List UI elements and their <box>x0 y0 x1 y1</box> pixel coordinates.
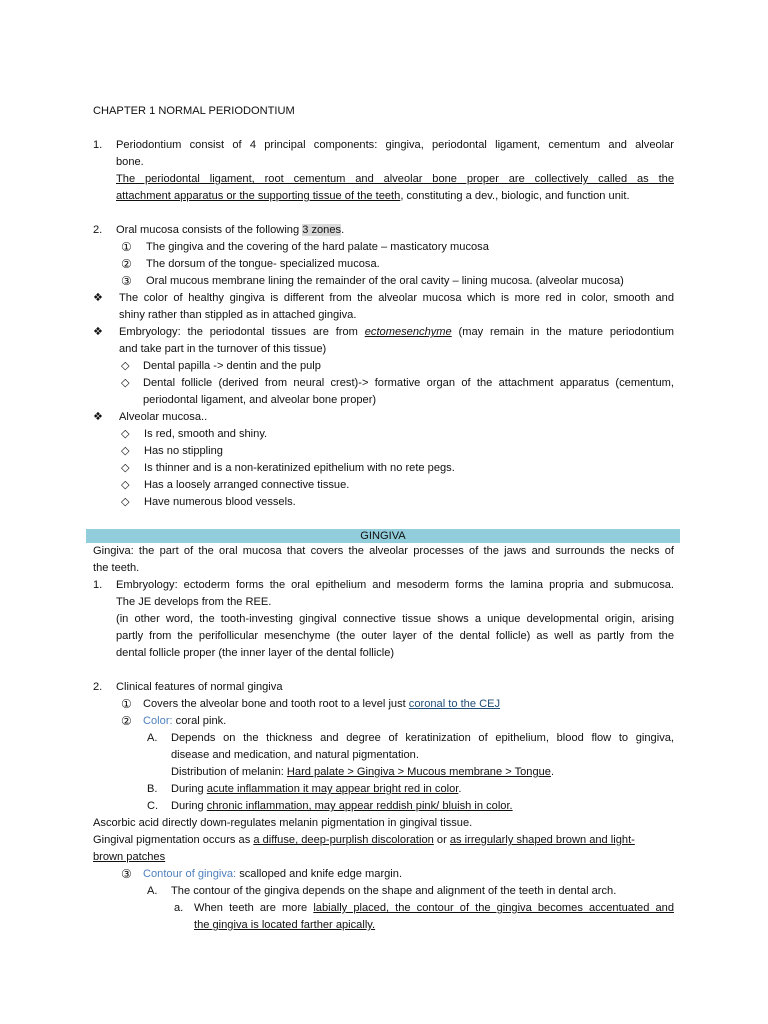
paragraph-line: (in other word, the tooth-investing gingival connective tissue shows a unique developmental origin, arising <box>116 613 674 625</box>
paragraph-line <box>119 324 674 341</box>
circled-number-2: ② <box>121 257 132 271</box>
text-span: or <box>433 834 450 846</box>
text-span: During <box>171 800 207 812</box>
circled-number-3: ③ <box>121 274 132 288</box>
paragraph-line: and take part in the turnover of this tissue) <box>119 343 327 355</box>
letter-marker: C. <box>147 800 159 812</box>
paragraph-line-underlined: The periodontal ligament, root cementum and alveolar bone proper are collectively called as the <box>116 173 674 185</box>
text-span: Oral mucosa consists of the following <box>116 224 303 236</box>
diamond-outline-icon: ◇ <box>121 360 130 372</box>
cej-link[interactable]: coronal to the CEJ <box>408 698 501 710</box>
letter-marker: A. <box>147 885 158 897</box>
text-span: coral pink. <box>172 715 227 727</box>
subsection-title: Clinical features of normal gingiva <box>116 681 283 693</box>
diamond-bullet-icon: ❖ <box>93 411 103 423</box>
paragraph-line <box>171 781 461 798</box>
text-span: Gingival pigmentation occurs as <box>93 834 254 846</box>
italic-term: ectomesenchyme <box>364 326 452 338</box>
paragraph-line-underlined: brown patches <box>93 851 166 863</box>
sub-list-item: Dental follicle (derived from neural crest)-> formative organ of the attachment apparatus (cementum, <box>143 377 674 389</box>
diamond-bullet-icon: ❖ <box>93 292 103 304</box>
text-span: (may remain in the mature periodontium <box>451 326 675 338</box>
sub-list-item: Dental papilla -> dentin and the pulp <box>143 360 321 372</box>
paragraph-line: Ascorbic acid directly down-regulates melanin pigmentation in gingival tissue. <box>93 817 473 829</box>
paragraph-line: Depends on the thickness and degree of keratinization of epithelium, blood flow to gingiva, <box>171 732 674 744</box>
underlined-text: chronic inflammation, may appear reddish pink/ bluish in color. <box>206 800 513 812</box>
paragraph-line: The JE develops from the REE. <box>116 596 272 608</box>
paragraph-line <box>93 832 635 849</box>
text-span: Distribution of melanin: <box>171 766 287 778</box>
paragraph-line: bone. <box>116 156 144 168</box>
text-span: When teeth are more <box>194 902 314 914</box>
paragraph-line: shiny rather than stippled as in attached gingiva. <box>119 309 357 321</box>
sub-list-item: Has no stippling <box>144 445 223 457</box>
text-span: scalloped and knife edge margin. <box>236 868 403 880</box>
paragraph-line <box>116 222 344 239</box>
paragraph-line: The color of healthy gingiva is different from the alveolar mucosa which is more red in color, smooth and <box>119 292 674 304</box>
text-span: . <box>341 224 345 236</box>
sub-list-item: Has a loosely arranged connective tissue. <box>144 479 350 491</box>
circled-number-3: ③ <box>121 867 132 881</box>
list-item: The gingiva and the covering of the hard palate – masticatory mucosa <box>146 241 489 253</box>
paragraph-line-underlined: the gingiva is located farther apically. <box>194 919 376 931</box>
paragraph-line: Periodontium consist of 4 principal components: gingiva, periodontal ligament, cementum and alveolar <box>116 139 674 151</box>
text-span: . <box>550 766 555 778</box>
diamond-outline-icon: ◇ <box>121 462 130 474</box>
underlined-text: a diffuse, deep-purplish discoloration <box>253 834 434 846</box>
highlighted-text: 3 zones <box>302 224 342 236</box>
paragraph-line: the teeth. <box>93 562 140 574</box>
underlined-text: as irregularly shaped brown and light- <box>449 834 635 846</box>
paragraph-line <box>171 798 513 815</box>
letter-marker: A. <box>147 732 158 744</box>
paragraph-line: Gingiva: the part of the oral mucosa that covers the alveolar processes of the jaws and surrounds the necks of <box>93 545 674 557</box>
color-heading: Color: <box>143 715 173 727</box>
diamond-outline-icon: ◇ <box>121 377 130 389</box>
paragraph-line: partly from the perifollicular mesenchyme (the outer layer of the dental follicle) as well as partly from the <box>116 630 674 642</box>
list-item: Oral mucous membrane lining the remainder of the oral cavity – lining mucosa. (alveolar mucosa) <box>146 275 624 287</box>
circled-number-2: ② <box>121 714 132 728</box>
bullet-title: Alveolar mucosa.. <box>119 411 208 423</box>
section-header-gingiva: GINGIVA <box>86 529 680 543</box>
list-item <box>143 713 226 730</box>
paragraph-line: disease and medication, and natural pigmentation. <box>171 749 419 761</box>
text-span: Covers the alveolar bone and tooth root to a level just <box>143 698 409 710</box>
paragraph-line <box>194 900 674 917</box>
text-span: Embryology: the periodontal tissues are from <box>119 326 365 338</box>
paragraph-line: The contour of the gingiva depends on the shape and alignment of the teeth in dental arch. <box>171 885 617 897</box>
text-span: During <box>171 783 207 795</box>
diamond-outline-icon: ◇ <box>121 445 130 457</box>
paragraph-line <box>171 764 554 781</box>
circled-number-1: ① <box>121 697 132 711</box>
diamond-outline-icon: ◇ <box>121 479 130 491</box>
underlined-text: acute inflammation it may appear bright red in color <box>206 783 459 795</box>
underlined-text: attachment apparatus or the supporting tissue of the teeth <box>116 190 401 202</box>
diamond-outline-icon: ◇ <box>121 496 130 508</box>
underlined-text: labially placed, the contour of the gingiva becomes accentuated and <box>313 902 674 914</box>
list-item <box>143 866 402 883</box>
item-number: 1. <box>93 139 103 151</box>
sub-list-item: Have numerous blood vessels. <box>144 496 296 508</box>
contour-heading: Contour of gingiva: <box>143 868 237 880</box>
sub-list-item: Is red, smooth and shiny. <box>144 428 268 440</box>
list-item: The dorsum of the tongue- specialized mucosa. <box>146 258 380 270</box>
text-span: . <box>458 783 462 795</box>
diamond-bullet-icon: ❖ <box>93 326 103 338</box>
letter-marker: B. <box>147 783 158 795</box>
circled-number-1: ① <box>121 240 132 254</box>
paragraph-line: Embryology: ectoderm forms the oral epithelium and mesoderm forms the lamina propria and submucosa. <box>116 579 674 591</box>
sub-list-item: Is thinner and is a non-keratinized epithelium with no rete pegs. <box>144 462 455 474</box>
paragraph-line <box>116 188 630 205</box>
letter-marker: a. <box>174 902 184 914</box>
list-item <box>143 696 500 713</box>
item-number: 2. <box>93 681 103 693</box>
text-span: , constituting a dev., biologic, and function unit. <box>400 190 630 202</box>
chapter-title: CHAPTER 1 NORMAL PERIODONTIUM <box>93 105 295 117</box>
item-number: 2. <box>93 224 103 236</box>
item-number: 1. <box>93 579 103 591</box>
paragraph-line: dental follicle proper (the inner layer of the dental follicle) <box>116 647 395 659</box>
diamond-outline-icon: ◇ <box>121 428 130 440</box>
melanin-order: Hard palate > Gingiva > Mucous membrane > Tongue <box>286 766 551 778</box>
sub-list-item-cont: periodontal ligament, and alveolar bone proper) <box>143 394 377 406</box>
